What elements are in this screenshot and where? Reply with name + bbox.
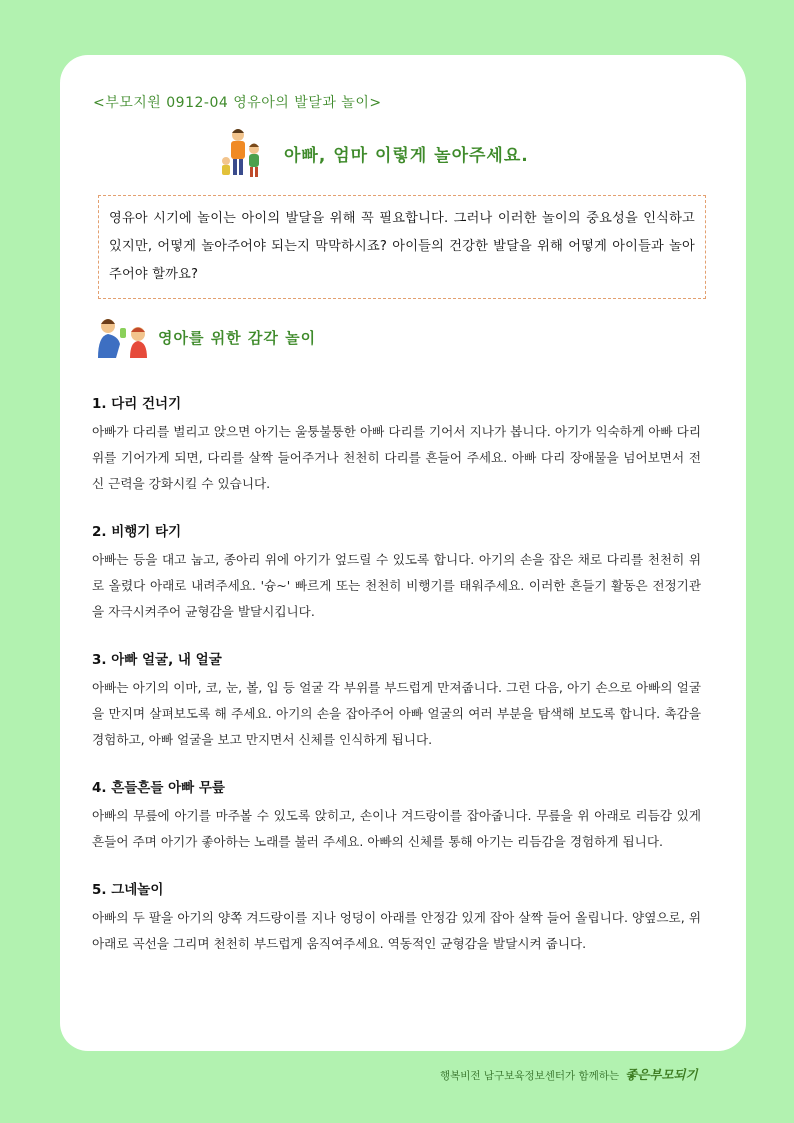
activity-description: 아빠의 무릎에 아기를 마주볼 수 있도록 앉히고, 손이나 겨드랑이를 잡아줍니다. 무릎을 위 아래로 리듬감 있게 흔들어 주며 아기가 좋아하는 노래를 불러 주세요. 아빠의 신체를 통해 아기는 리듬감을 경험하게 됩니다. xyxy=(92,808,701,849)
activity-description: 아빠가 다리를 벌리고 앉으면 아기는 울퉁불퉁한 아빠 다리를 기어서 지나가 봅니다. 아기가 익숙하게 아빠 다리 위를 기어가게 되면, 다리를 살짝 들어주거나 천천히 다리를 흔들어 주세요. 아빠 다리 장애물을 넘어보면서 전신 근력을 강화시킬 수 있습니다. xyxy=(92,424,701,491)
activity-list xyxy=(92,391,701,979)
activity-item xyxy=(92,519,701,625)
section-title: 영아를 위한 감각 놀이 xyxy=(158,328,317,347)
activity-title: 3. 아빠 얼굴, 내 얼굴 xyxy=(92,652,222,668)
activity-description: 아빠의 두 팔을 아기의 양쪽 겨드랑이를 지나 엉덩이 아래를 안정감 있게 잡아 살짝 들어 올립니다. 양옆으로, 위아래로 곡선을 그리며 천천히 부드럽게 움직여주세요. 역동적인 균형감을 발달시켜 줍니다. xyxy=(92,910,701,951)
activity-description: 아빠는 아기의 이마, 코, 눈, 볼, 입 등 얼굴 각 부위를 부드럽게 만져줍니다. 그런 다음, 아기 손으로 아빠의 얼굴을 만지며 살펴보도록 해 주세요. 아기의 손을 잡아주어 아빠 얼굴의 여러 부분을 탐색해 보도록 합니다. 촉감을 경험하고, 아빠 얼굴을 보고 만지면서 신체를 인식하게 됩니다. xyxy=(92,680,701,747)
series-header: <부모지원 0912-04 영유아의 발달과 놀이> xyxy=(93,95,382,111)
activity-title: 4. 흔들흔들 아빠 무릎 xyxy=(92,780,225,796)
content-card xyxy=(60,55,746,1051)
footer-brand: 좋은부모되기 xyxy=(625,1067,698,1082)
activity-item xyxy=(92,391,701,497)
page-title: 아빠, 엄마 이렇게 놀아주세요. xyxy=(284,145,529,166)
footer xyxy=(440,1065,698,1083)
activity-item xyxy=(92,877,701,957)
activity-item xyxy=(92,647,701,753)
activity-title: 2. 비행기 타기 xyxy=(92,524,182,540)
father-baby-illustration-icon xyxy=(94,314,154,360)
intro-box xyxy=(98,195,706,299)
activity-title: 5. 그네놀이 xyxy=(92,882,164,898)
activity-item xyxy=(92,775,701,855)
family-illustration-icon xyxy=(218,125,270,181)
activity-description: 아빠는 등을 대고 눕고, 종아리 위에 아기가 엎드릴 수 있도록 합니다. 아기의 손을 잡은 채로 다리를 천천히 위로 올렸다 아래로 내려주세요. '슝~' 빠르게 또는 천천히 비행기를 태워주세요. 이러한 흔들기 활동은 전정기관을 자극시켜주어 균형감을 발달시킵니다. xyxy=(92,552,701,619)
title-row xyxy=(218,125,698,181)
activity-title: 1. 다리 건너기 xyxy=(92,396,182,412)
section-heading-row xyxy=(94,313,316,361)
footer-tagline: 행복비전 남구보육정보센터가 함께하는 xyxy=(440,1070,620,1082)
intro-text: 영유아 시기에 놀이는 아이의 발달을 위해 꼭 필요합니다. 그러나 이러한 놀이의 중요성을 인식하고 있지만, 어떻게 놀아주어야 되는지 막막하시죠? 아이들의 건강한 발달을 위해 어떻게 아이들과 놀아주어야 할까요? xyxy=(109,211,695,282)
